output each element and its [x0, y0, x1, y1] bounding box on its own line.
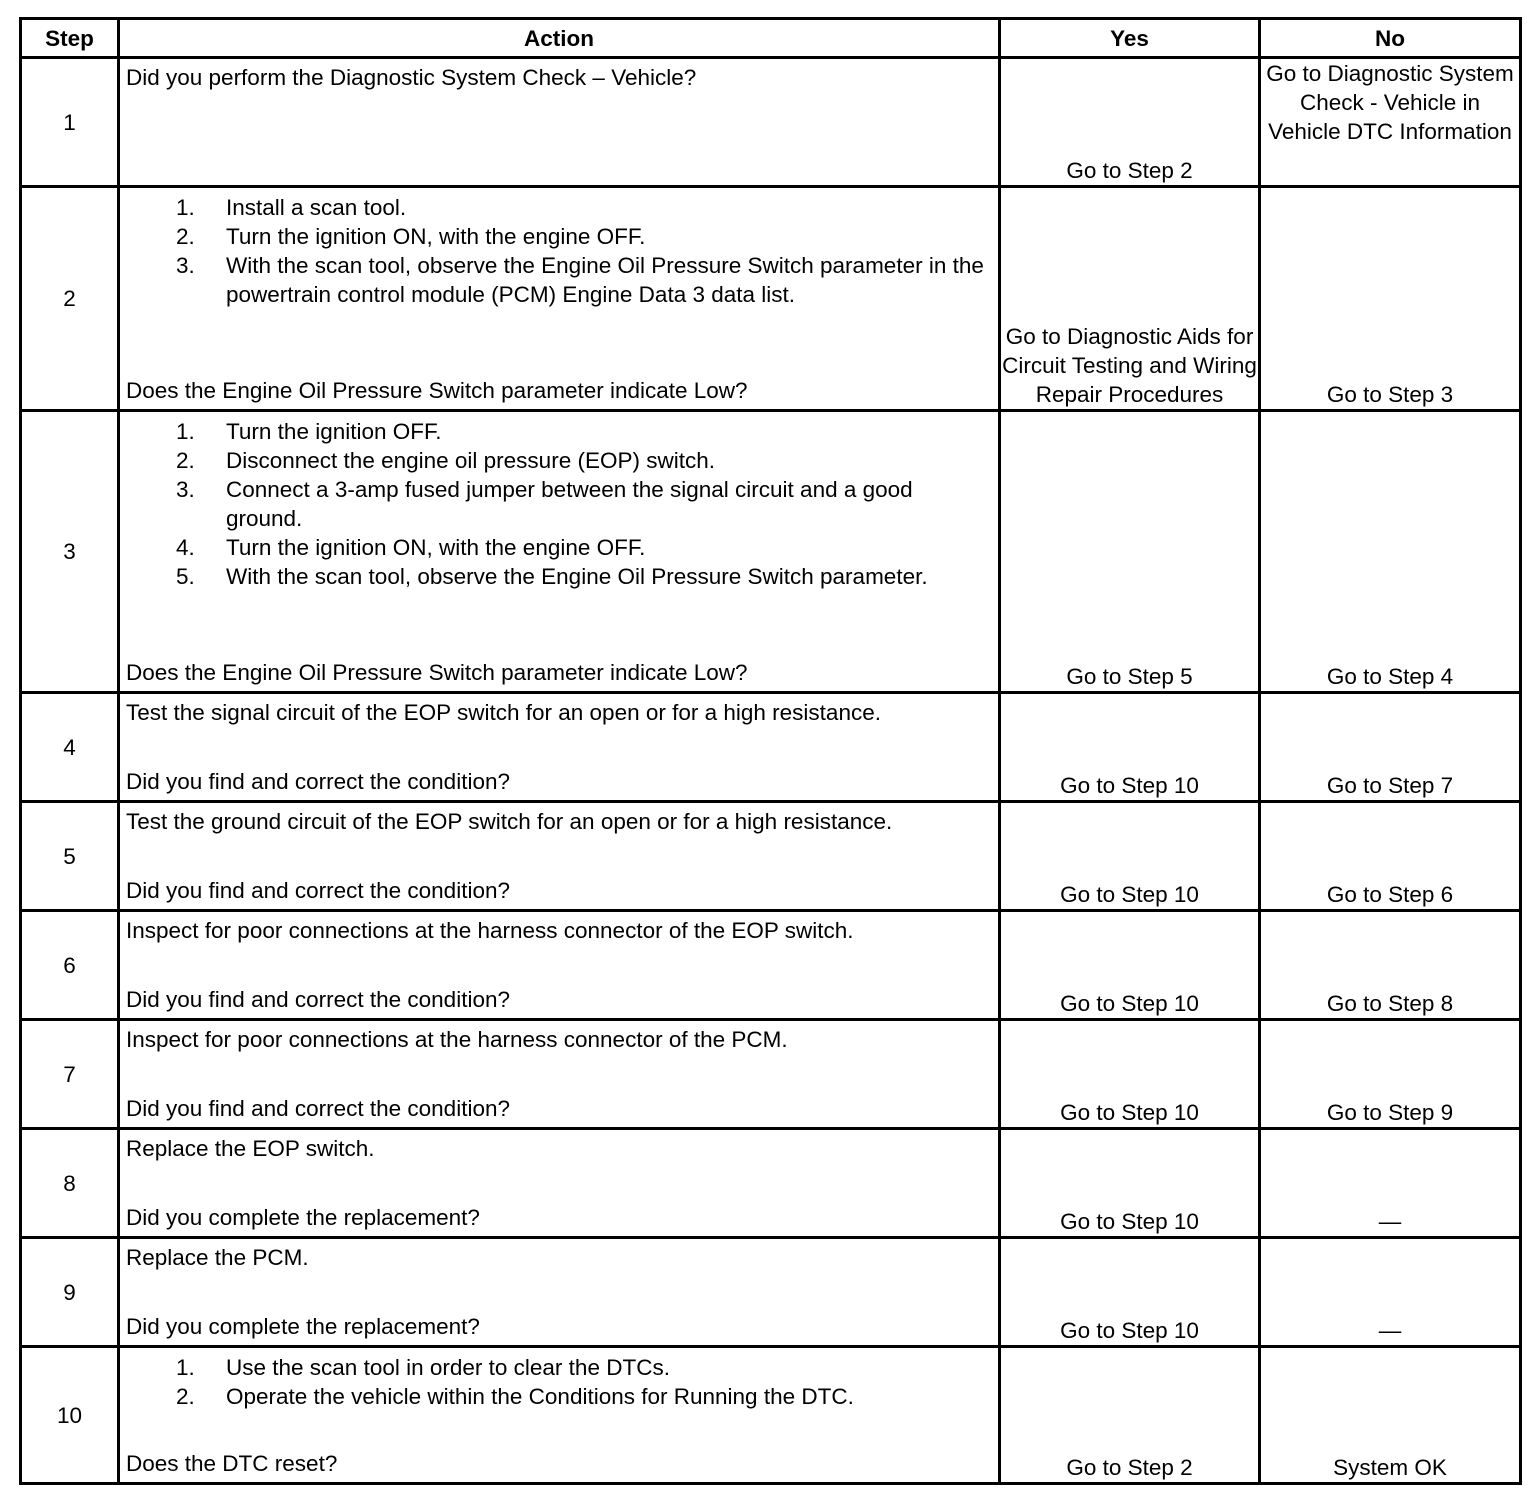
action-text: Replace the PCM. [126, 1245, 309, 1270]
action-cell [119, 802, 1000, 911]
step-number: 10 [21, 1347, 119, 1484]
action-question: Did you find and correct the condition? [126, 769, 510, 794]
yes-result: Go to Step 2 [1000, 58, 1260, 187]
action-step-item: 5. With the scan tool, observe the Engine Oil Pressure Switch parameter. [176, 564, 928, 589]
action-step-item: 1. Use the scan tool in order to clear the DTCs. [176, 1355, 670, 1380]
yes-result: Go to Step 10 [1000, 1020, 1260, 1129]
action-cell [119, 911, 1000, 1020]
yes-result: Go to Diagnostic Aids for Circuit Testing and Wiring Repair Procedures [1000, 187, 1260, 411]
action-question: Did you find and correct the condition? [126, 878, 510, 903]
action-cell [119, 1020, 1000, 1129]
yes-result: Go to Step 10 [1000, 802, 1260, 911]
action-step-item: 3. Connect a 3-amp fused jumper between the signal circuit and a good ground. [176, 477, 913, 531]
action-step-item: 2. Disconnect the engine oil pressure (EOP) switch. [176, 448, 715, 473]
action-steps [126, 1353, 990, 1411]
action-text: Test the signal circuit of the EOP switch for an open or for a high resistance. [126, 700, 881, 725]
action-text: Inspect for poor connections at the harness connector of the PCM. [126, 1027, 788, 1052]
step-number: 8 [21, 1129, 119, 1238]
action-text: Test the ground circuit of the EOP switch for an open or for a high resistance. [126, 809, 893, 834]
table-row [21, 411, 1521, 693]
yes-result: Go to Step 5 [1000, 411, 1260, 693]
yes-result: Go to Step 10 [1000, 1129, 1260, 1238]
no-result: Go to Step 8 [1260, 911, 1521, 1020]
header-row [21, 19, 1521, 58]
table-row [21, 1347, 1521, 1484]
step-number: 7 [21, 1020, 119, 1129]
action-step-item: 2. Operate the vehicle within the Conditions for Running the DTC. [176, 1384, 854, 1409]
table-row [21, 1238, 1521, 1347]
table-row [21, 58, 1521, 187]
action-text: Inspect for poor connections at the harness connector of the EOP switch. [126, 918, 854, 943]
action-cell [119, 58, 1000, 187]
action-question: Did you complete the replacement? [126, 1314, 480, 1339]
table-row [21, 187, 1521, 411]
step-number: 3 [21, 411, 119, 693]
no-result: System OK [1260, 1347, 1521, 1484]
table-row [21, 802, 1521, 911]
action-step-item: 4. Turn the ignition ON, with the engine OFF. [176, 535, 646, 560]
action-question: Did you complete the replacement? [126, 1205, 480, 1230]
no-result: Go to Diagnostic System Check - Vehicle in Vehicle DTC Information [1260, 58, 1521, 187]
action-cell [119, 1347, 1000, 1484]
step-number: 5 [21, 802, 119, 911]
table-row [21, 911, 1521, 1020]
step-number: 6 [21, 911, 119, 1020]
action-steps [126, 193, 990, 309]
action-cell [119, 187, 1000, 411]
action-question: Does the DTC reset? [126, 1451, 338, 1476]
action-cell [119, 693, 1000, 802]
header-action: Action [119, 19, 1000, 58]
action-steps [126, 417, 990, 591]
no-result: Go to Step 6 [1260, 802, 1521, 911]
header-no: No [1260, 19, 1521, 58]
yes-result: Go to Step 10 [1000, 1238, 1260, 1347]
action-question: Did you find and correct the condition? [126, 1096, 510, 1121]
action-text: Replace the EOP switch. [126, 1136, 375, 1161]
action-question: Does the Engine Oil Pressure Switch parameter indicate Low? [126, 660, 748, 685]
table-row [21, 1129, 1521, 1238]
step-number: 1 [21, 58, 119, 187]
action-cell [119, 411, 1000, 693]
yes-result: Go to Step 2 [1000, 1347, 1260, 1484]
yes-result: Go to Step 10 [1000, 693, 1260, 802]
no-result: Go to Step 7 [1260, 693, 1521, 802]
diagnostic-table [19, 17, 1522, 1485]
no-result: — [1260, 1238, 1521, 1347]
action-step-item: 1. Install a scan tool. [176, 195, 407, 220]
no-result: — [1260, 1129, 1521, 1238]
header-step: Step [21, 19, 119, 58]
no-result: Go to Step 4 [1260, 411, 1521, 693]
yes-result: Go to Step 10 [1000, 911, 1260, 1020]
action-cell [119, 1129, 1000, 1238]
no-result: Go to Step 3 [1260, 187, 1521, 411]
action-step-item: 2. Turn the ignition ON, with the engine OFF. [176, 224, 646, 249]
header-yes: Yes [1000, 19, 1260, 58]
action-step-item: 1. Turn the ignition OFF. [176, 419, 442, 444]
step-number: 9 [21, 1238, 119, 1347]
action-cell [119, 1238, 1000, 1347]
step-number: 2 [21, 187, 119, 411]
table-row [21, 1020, 1521, 1129]
no-result: Go to Step 9 [1260, 1020, 1521, 1129]
action-step-item: 3. With the scan tool, observe the Engine Oil Pressure Switch parameter in the powertrain control module (PCM) Engine Data 3 data list. [176, 253, 984, 307]
table-row [21, 693, 1521, 802]
action-question: Does the Engine Oil Pressure Switch parameter indicate Low? [126, 378, 748, 403]
step-number: 4 [21, 693, 119, 802]
action-question: Did you find and correct the condition? [126, 987, 510, 1012]
action-text: Did you perform the Diagnostic System Check – Vehicle? [126, 65, 697, 90]
